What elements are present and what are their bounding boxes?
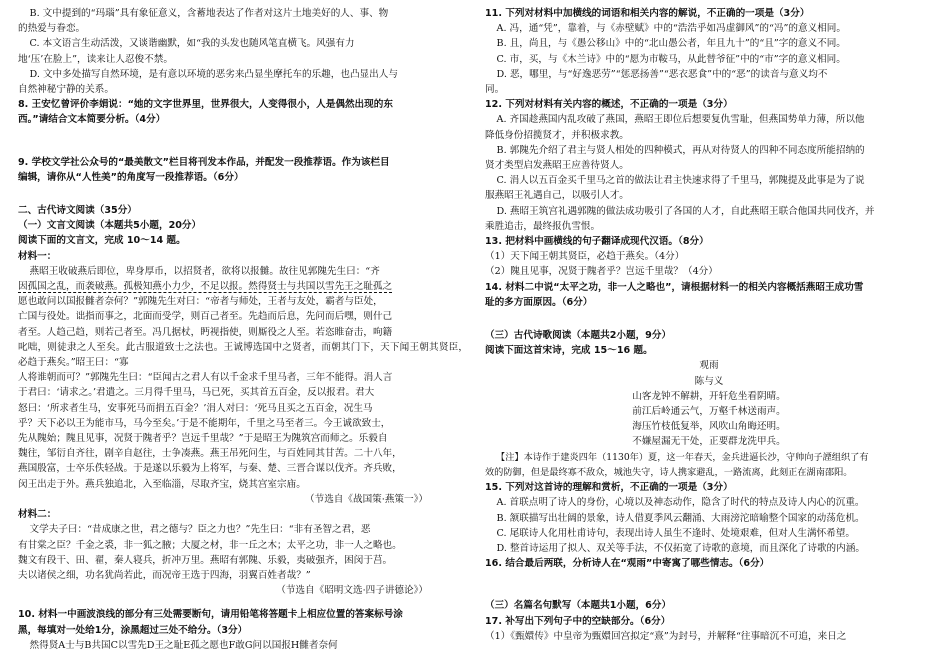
q12-option-b: B. 郭隗先介绍了君主与贤人相处的四种模式，再从对待贤人的四种不同态度所能招纳的 bbox=[496, 144, 865, 156]
question-10-cont: 黑，每填对一处给1分，涂黑超过三处不给分。（3分） bbox=[18, 624, 248, 636]
source-2: （节选自《昭明文选·四子讲德论》） bbox=[276, 585, 428, 597]
subsection-1-heading: （一）文言文阅读（本题共5小题，20分） bbox=[18, 220, 202, 232]
q11-option-a: A. 冯，通“凭”，靠着，与《赤壁赋》中的“浩浩乎如冯虚御风”的“冯”的意义相同。 bbox=[496, 23, 846, 35]
q12-option-c-cont: 服燕昭王礼遇自己，以吸引人才。 bbox=[485, 190, 629, 202]
q11-option-d: D. 恶，哪里，与“好逸恶劳”“惩恶扬善”“恶衣恶食”中的“恶”的读音与意义均不 bbox=[496, 68, 828, 80]
passage-line: 者至。人趋己趋，则若己者至。冯几据杖，眄视指使，则厮役之人至。若恣睢奋击，呴籍 bbox=[18, 326, 393, 338]
poem-line: 不嫌屋漏无干处，正要群龙洗甲兵。 bbox=[632, 436, 786, 448]
question-14: 14. 材料二中说“太平之功，非一人之略也”，请根据材料一的相关内容概括燕昭王成功雪 bbox=[485, 281, 864, 293]
q12-option-d: D. 燕昭王筑宫礼遇郭隗的做法成功吸引了各国的人才，自此燕昭王联合他国共同伐齐，并 bbox=[496, 205, 875, 217]
reading-instruction: 阅读下面的文言文，完成 10～14 题。 bbox=[18, 235, 186, 247]
punctuation-answer: 然得贤A士与B共国C以雪先D王之耻E孤之愿也F敢G问以国报H雠者奈何 bbox=[29, 639, 338, 651]
question-8: 8. 王安忆曾评价李娟说：“她的文字世界里，世界很大，人变得很小，人是偶然出现的东 bbox=[18, 99, 393, 111]
passage-line: 亡国与役处。诎指而事之，北面而受学，则百己者至。先趋而后息，先问而后嘿，则什己 bbox=[18, 311, 393, 323]
material-2-label: 材料二： bbox=[18, 509, 57, 521]
passage-line bbox=[18, 279, 468, 294]
q11-option-c: C. 市，买，与《木兰诗》中的“愿为市鞍马，从此替爷征”中的“市”字的意义相同。 bbox=[496, 53, 846, 65]
question-15: 15. 下列对这首诗的理解和赏析，不正确的一项是（3分） bbox=[485, 482, 733, 494]
q12-option-a-cont: 降低身份招揽贤才，并积极求教。 bbox=[485, 129, 629, 141]
passage-line: 怒曰：‘所求者生马，安事死马而捐五百金？’涓人对曰：‘死马且买之五百金，况生马 bbox=[18, 402, 373, 414]
question-12: 12. 下列对材料有关内容的概述，不正确的一项是（3分） bbox=[485, 99, 733, 111]
passage-line: 燕昭王收破燕后即位，卑身厚币，以招贤者，欲将以报雠。故往见郭隗先生曰：“齐 bbox=[29, 265, 380, 277]
passage-line: 于君曰：‘请求之。’君遣之。三月得千里马，马已死，买其首五百金，反以报君。君大 bbox=[18, 387, 375, 399]
poem-author: 陈与义 bbox=[694, 375, 724, 387]
wavy-underlined-text: 因孤国之乱，而袭破燕。孤极知燕小力少，不足以报。然得贤士与共国以雪先王之耻孤之 bbox=[18, 281, 393, 293]
question-13: 13. 把材料中画横线的句子翻译成现代汉语。（8分） bbox=[485, 236, 709, 248]
option-b-cont: 的热爱与眷恋。 bbox=[18, 23, 86, 35]
q13-part-2: （2）隗且见事，况贤于隗者乎？岂远千里哉？（4分） bbox=[485, 266, 718, 278]
question-14-cont: 耻的多方面原因。（6分） bbox=[485, 296, 593, 308]
source-1: （节选自《战国策·燕策一》） bbox=[305, 493, 428, 505]
q12-option-a: A. 齐国趁燕国内乱攻破了燕国，燕昭王即位后想要复仇雪耻，但燕国势单力薄，所以他 bbox=[496, 114, 865, 126]
poem-note-cont: 效的防御，但是最终寡不敌众，城池失守，诗人携家避乱，一路流离，此刻正在湖南邵阳。 bbox=[485, 466, 853, 478]
passage-line: 先从隗始；隗且见事，况贤于隗者乎？岂远千里哉？”于是昭王为隗筑宫而师之。乐毅自 bbox=[18, 433, 388, 445]
q15-option-c: C. 尾联诗人化用杜甫诗句，表现出诗人虽生不逢时、处境艰难，但对人生满怀希望。 bbox=[496, 527, 855, 539]
q15-option-b: B. 颔联描写出壮阔的景象，诗人借夏季风云翻涌、大雨滂沱暗喻整个国家的动荡危机。 bbox=[496, 512, 865, 524]
option-b: B. 文中提到的“玛瑙”具有象征意义，含蓄地表达了作者对这片土地美好的人、事、物 bbox=[29, 8, 389, 19]
section-2-heading: 二、古代诗文阅读（35分） bbox=[18, 205, 137, 217]
q15-option-d: D. 整首诗运用了拟人、双关等手法，不仅拓宽了诗歌的意境，而且深化了诗歌的内涵。 bbox=[496, 542, 865, 554]
material-1-label: 材料一： bbox=[18, 250, 57, 262]
option-d-cont: 自然神秘宁静的关系。 bbox=[18, 84, 114, 96]
option-c: C. 本文语言生动活泼，又谈谐幽默，如“我的头发也随风笔直横飞。风强有力 bbox=[29, 38, 355, 50]
poem-instruction: 阅读下面这首宋诗，完成 15～16 题。 bbox=[485, 345, 653, 357]
q13-part-1: （1）天下闻王朝其贤臣，必趋于燕矣。（4分） bbox=[485, 251, 685, 263]
subsection-4-heading: （三）名篇名句默写（本题共1小题，6分） bbox=[485, 600, 672, 612]
q11-option-d-cont: 同。 bbox=[485, 84, 505, 96]
passage-line: 愿也敢问以国报雠者奈何？”郭隗先生对曰：“帝者与师处，王者与友处，霸者与臣处， bbox=[18, 296, 383, 308]
poem-title: 观雨 bbox=[699, 360, 719, 372]
question-9: 9. 学校文学社公众号的“最美散文”栏目将刊发本作品，并配发一段推荐语。作为该栏目 bbox=[18, 156, 390, 168]
q12-option-d-cont: 乘胜追击，最终报仇雪恨。 bbox=[485, 220, 601, 232]
question-16: 16. 结合最后两联，分析诗人在“观雨”中寄寓了哪些情志。（6分） bbox=[485, 558, 770, 570]
poem-line: 前江后岭通云气，万壑千林送雨声。 bbox=[632, 406, 786, 418]
passage-line: 魏往，邹衍自齐往，剧辛自赵往，士争凑燕。燕王吊死问生，与百姓同其甘苦。二十八年， bbox=[18, 448, 402, 460]
q11-option-b: B. 且，尚且，与《愚公移山》中的“北山愚公者，年且九十”的“且”字的意义不同。 bbox=[496, 38, 846, 50]
question-10: 10. 材料一中画波浪线的部分有三处需要断句，请用铅笔将答题卡上相应位置的答案标号涂 bbox=[18, 609, 403, 621]
poem-line: 海压竹枝低复举，风吹山角晦还明。 bbox=[632, 421, 786, 433]
passage-line: 燕国殷富，士卒乐佚轻战。于是遂以乐毅为上将军，与秦、楚、三晋合谋以伐齐。齐兵败， bbox=[18, 463, 402, 475]
q12-option-b-cont: 贤才类型启发燕昭王应善待贤人。 bbox=[485, 160, 629, 172]
question-9-cont: 编辑，请你从“人性美”的角度写一段推荐语。（6分） bbox=[18, 171, 244, 183]
option-c-cont: 地‘压’在脸上”，读来让人忍俊不禁。 bbox=[18, 53, 173, 65]
q15-option-a: A. 首联点明了诗人的身份，心境以及神态动作，隐含了时代的特点及诗人内心的沉重。 bbox=[496, 497, 865, 509]
passage-line: 有甘棠之臣？千金之裘，非一狐之腋；大厦之材，非一丘之木；太平之功，非一人之略也。 bbox=[18, 539, 402, 551]
question-8-cont: 西。”请结合文本简要分析。（4分） bbox=[18, 114, 166, 126]
passage-line: 文学夫子曰：“昔成康之世，君之德与？臣之力也？”先生曰：“非有圣智之君，恶 bbox=[29, 524, 371, 536]
question-17: 17. 补写出下列句子中的空缺部分。（6分） bbox=[485, 615, 671, 627]
passage-line: 魏文有段干、田、翟，秦人寝兵，折冲万里。燕昭有郭隗、乐毅，夷破强齐，困闵于莒。 bbox=[18, 554, 393, 566]
passage-line: 夫以诸侯之细，功名犹尚若此，而况帝王选于四海，羽翼百姓者哉？” bbox=[18, 569, 311, 581]
passage-line: 乎？天下必以王为能市马，马今至矣。’于是不能期年，千里之马至者三。今王诚欲致士， bbox=[18, 417, 391, 429]
right-column bbox=[485, 6, 933, 668]
passage-line: 人将谁朝而可？”郭隗先生曰：“臣闻古之君人有以千金求千里马者，三年不能得。涓人言 bbox=[18, 372, 393, 384]
poem-note: 【注】本诗作于建炎四年（1130年）夏，这一年春天，金兵进逼长沙，守帅向子諲组织了有 bbox=[496, 451, 869, 463]
passage-line: 闵王出走于外。燕兵独追北，入至临淄，尽取齐宝，烧其宫室宗庙。 bbox=[18, 478, 306, 490]
subsection-3-heading: （三）古代诗歌阅读（本题共2小题，9分） bbox=[485, 330, 672, 342]
q17-part-1: （1）《甄嬛传》中皇帝为甄嬛回宫拟定“熹”为封号，并解释“往事暗沉不可追，来日之 bbox=[485, 630, 847, 642]
poem-line: 山客龙钟不解耕，开轩危坐看阴晴。 bbox=[632, 390, 786, 402]
question-11: 11. 下列对材料中加横线的词语和相关内容的解说，不正确的一项是（3分） bbox=[485, 8, 810, 19]
passage-line: 叱咄，则徒隶之人至矣。此古服道致士之法也。王诚博选国中之贤者，而朝其门下，天下闻王朝其贤臣，必趋于燕矣。”昭王曰：“寡 bbox=[18, 341, 468, 369]
poem bbox=[485, 358, 933, 449]
left-column bbox=[18, 6, 468, 668]
q12-option-c: C. 涓人以五百金买千里马之首的做法让君主快速求得了千里马，郭隗提及此事是为了说 bbox=[496, 175, 865, 187]
option-d: D. 文中多处描写自然环境，是有意以环境的恶劣来凸显坐摩托车的乐趣，也凸显出人与 bbox=[29, 68, 398, 80]
